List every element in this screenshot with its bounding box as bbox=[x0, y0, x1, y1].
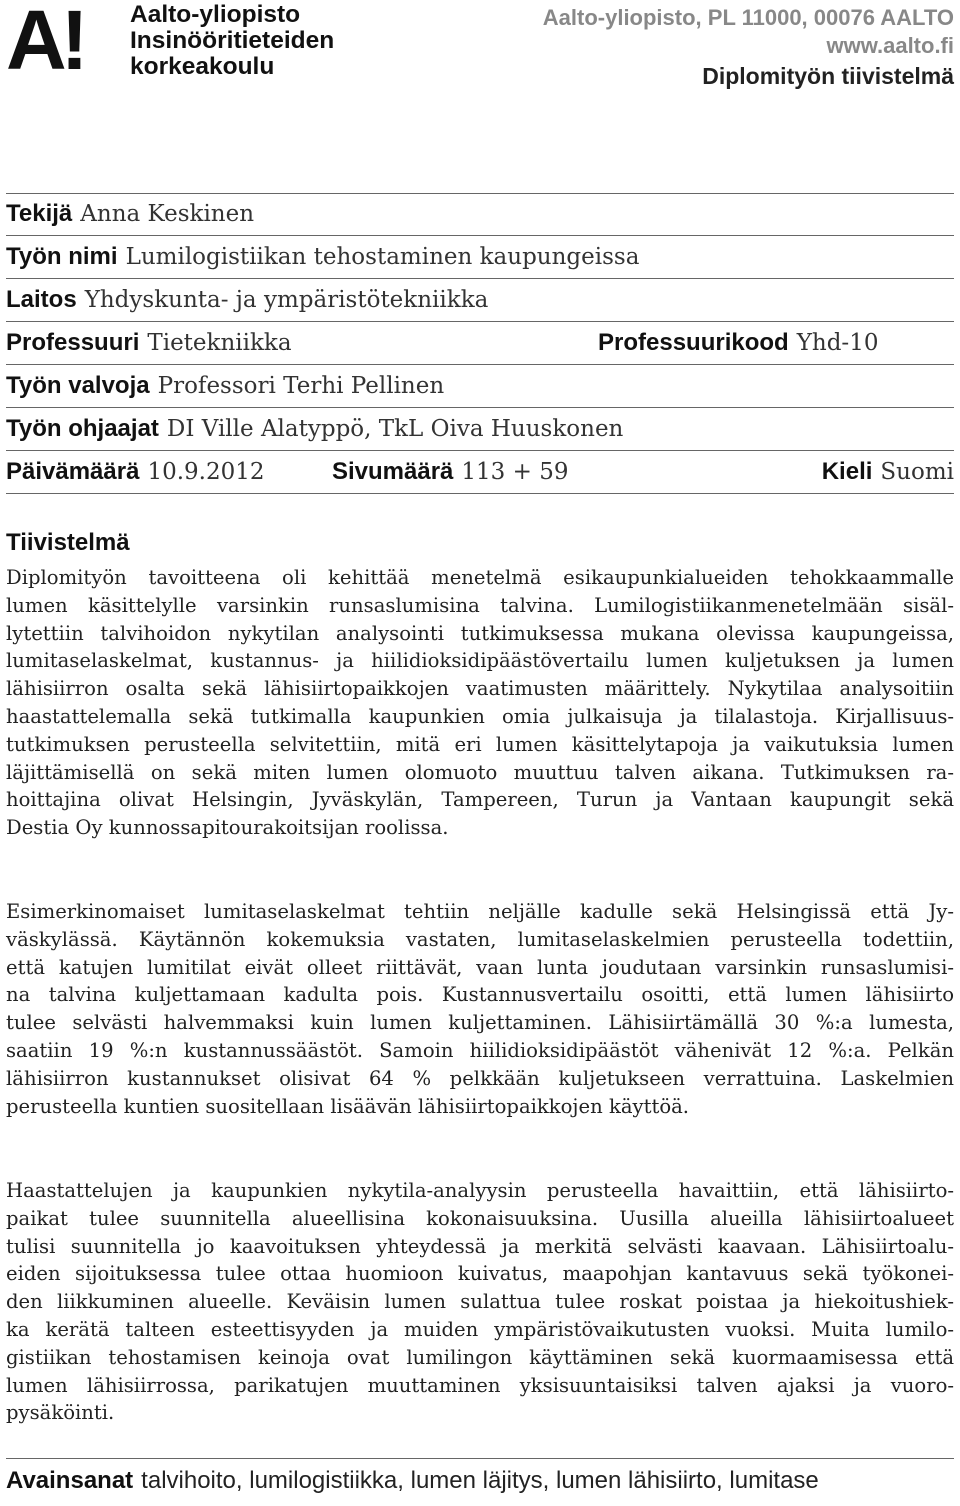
abstract-line: Haastattelujen ja kaupunkien nykytila-analyysin perusteella havaittiin, että lähisiirto- bbox=[6, 1179, 954, 1202]
advisors-value: DI Ville Alatyppö, TkL Oiva Huuskonen bbox=[166, 416, 624, 442]
abstract-line: läjittämisellä on sekä miten lumen olomuoto muuttuu talven aikana. Tutkimuksen ra- bbox=[6, 760, 954, 784]
supervisor-value: Professori Terhi Pellinen bbox=[157, 373, 445, 399]
header-contact bbox=[543, 4, 954, 92]
abstract-line: den liikkuminen alueelle. Keväisin lumen sulattua tulee roskat poistaa ja hiekoitushiek- bbox=[6, 1290, 954, 1314]
abstract-paragraph-2 bbox=[6, 898, 954, 1120]
keywords-label: Avainsanat bbox=[6, 1467, 134, 1494]
abstract-line: Esimerkinomaiset lumitaselaskelmat tehtiin neljälle kadulle sekä Helsingissä että Jy- bbox=[6, 900, 954, 923]
row-date-pages-language bbox=[6, 451, 954, 494]
language-field bbox=[822, 451, 954, 493]
abstract-line: lumen lähisiirrossa, parikatujen muuttaminen yksisuuntaisiksi talven ajaksi ja vuoro- bbox=[6, 1373, 954, 1397]
row-author bbox=[6, 193, 954, 236]
abstract-line: eiden sijoituksessa tulee ottaa huomioon kuivatus, maapohjan kantavuus sekä työkonei- bbox=[6, 1262, 954, 1286]
pages-field bbox=[332, 451, 568, 493]
school-name bbox=[130, 2, 334, 80]
abstract-line: hoittajina olivat Helsingin, Jyväskylän, Tampereen, Turun ja Vantaan kaupungit sekä bbox=[6, 788, 954, 812]
abstract-line: tutkimuksen perusteella selvitettiin, mitä eri lumen käsittelytapoja ja vaikutuksia lumen bbox=[6, 732, 954, 756]
author-label: Tekijä bbox=[6, 200, 73, 227]
row-title bbox=[6, 236, 954, 279]
department-value: Yhdyskunta- ja ympäristötekniikka bbox=[84, 287, 489, 313]
school-name-line-3: korkeakoulu bbox=[130, 53, 275, 80]
abstract-line: tulee selvästi halvemmaksi kuin lumen kuljettaminen. Lähisiirtämällä 30 %:a lumesta, bbox=[6, 1011, 954, 1035]
document-type: Diplomityön tiivistelmä bbox=[702, 63, 954, 89]
abstract-line: Diplomityön tavoitteena oli kehittää menetelmä esikaupunkialueiden tehokkaammalle bbox=[6, 566, 954, 589]
aalto-logo-mark: A! bbox=[6, 0, 83, 87]
abstract-line: tulisi suunnitella jo kaavoituksen yhteydessä ja merkitä selvästi kaavaan. Lähisiirtoalu- bbox=[6, 1234, 954, 1258]
postal-address: Aalto-yliopisto, PL 11000, 00076 AALTO bbox=[542, 5, 954, 30]
code-value: Yhd-10 bbox=[796, 330, 879, 356]
row-advisors bbox=[6, 408, 954, 451]
pages-label: Sivumäärä bbox=[332, 458, 454, 485]
abstract-title: Tiivistelmä bbox=[6, 529, 130, 556]
title-value: Lumilogistiikan tehostaminen kaupungeissa bbox=[125, 244, 640, 270]
professorship-value: Tietekniikka bbox=[147, 330, 292, 356]
language-label: Kieli bbox=[821, 458, 873, 485]
date-label: Päivämäärä bbox=[6, 458, 140, 485]
abstract-line: gistiikan tehostamisen keinoja ovat lumilingon käyttäminen sekä kuormaamisessa että bbox=[6, 1345, 954, 1369]
abstract-line: lähisiirron kustannukset olisivat 64 % pelkkään kuljetukseen verrattuina. Laskelmien bbox=[6, 1066, 954, 1090]
row-department bbox=[6, 279, 954, 322]
aalto-logo bbox=[6, 0, 366, 87]
school-name-line-2: Insinööritieteiden bbox=[130, 27, 335, 54]
abstract-paragraph-1 bbox=[6, 564, 954, 842]
abstract-line: pysäköinti. bbox=[6, 1401, 115, 1425]
abstract-line: lumen käsittelylle varsinkin runsaslumisina talvina. Lumilogistiikanmenetelmään sisäl- bbox=[6, 593, 954, 617]
keywords-row bbox=[6, 1458, 954, 1503]
abstract-line: saatiin 19 %:n kustannussäästöt. Samoin hiilidioksidipäästöt vähenivät 12 %:a. Pelkän bbox=[6, 1038, 954, 1062]
supervisor-label: Työn valvoja bbox=[6, 372, 150, 399]
abstract-paragraph-3 bbox=[6, 1177, 954, 1427]
row-professorship bbox=[6, 322, 954, 365]
abstract-line: na talvina kuljettamaan kadulta pois. Kustannusvertailu osoitti, että lumen lähisiirto bbox=[6, 983, 954, 1007]
abstract-line: että katujen lumitilat eivät olleet riittävät, vaan lunta joudutaan varsinkin runsaslumisi- bbox=[6, 955, 954, 979]
language-value: Suomi bbox=[880, 459, 954, 485]
pages-value: 113 + 59 bbox=[461, 459, 569, 485]
department-label: Laitos bbox=[6, 286, 77, 313]
abstract-line: lähisiirron osalta sekä lähisiirtopaikkojen vaatimusten määrittely. Nykytilaa analysoitiin bbox=[6, 677, 954, 701]
title-label: Työn nimi bbox=[6, 243, 118, 270]
abstract-line: lytettiin talvihoidon nykytilan analysointi tutkimuksessa mukana olevissa kaupungeissa, bbox=[6, 621, 954, 645]
author-value: Anna Keskinen bbox=[80, 201, 255, 227]
professorship-code bbox=[598, 322, 878, 364]
abstract-line: perusteella kuntien suositellaan lisäävän lähisiirtopaikkojen käyttöä. bbox=[6, 1094, 690, 1118]
code-label: Professuurikood bbox=[598, 329, 789, 356]
abstract-line: paikat tulee suunnitella alueellisina kokonaisuuksina. Uusilla alueilla lähisiirtoalueet bbox=[6, 1206, 954, 1230]
date-value: 10.9.2012 bbox=[147, 459, 265, 485]
school-name-line-1: Aalto-yliopisto bbox=[130, 1, 301, 28]
abstract-line: lumitaselaskelmat, kustannus- ja hiilidioksidipäästövertailu lumen kuljetuksen ja lumen bbox=[6, 649, 954, 673]
abstract-line: haastattelemalla sekä tutkimalla kaupunkien omia julkaisuja ja tilalastoja. Kirjallisuus- bbox=[6, 704, 954, 728]
abstract-line: ka kerätä talteen esteettisyyden ja muiden ympäristövaikutusten vuoksi. Muita lumilo- bbox=[6, 1317, 954, 1341]
professorship-label: Professuuri bbox=[6, 329, 140, 356]
row-supervisor bbox=[6, 365, 954, 408]
advisors-label: Työn ohjaajat bbox=[6, 415, 159, 442]
abstract-line: väskylässä. Käytännön kokemuksia vastaten, lumitaselaskelmien perusteella todettiin, bbox=[6, 927, 954, 951]
keywords-value: talvihoito, lumilogistiikka, lumen läjitys, lumen lähisiirto, lumitase bbox=[141, 1467, 819, 1494]
website-link[interactable]: www.aalto.fi bbox=[826, 33, 954, 58]
abstract-line: Destia Oy kunnossapitourakoitsijan roolissa. bbox=[6, 816, 449, 840]
